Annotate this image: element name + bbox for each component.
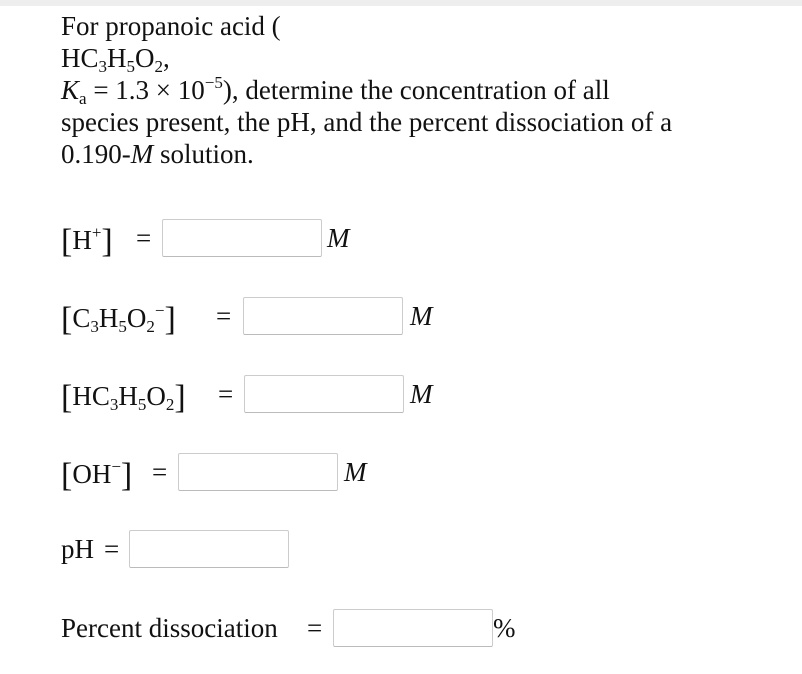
formula-comma: ,: [163, 43, 170, 73]
formula-part: HC: [61, 43, 99, 73]
prompt-line-1: [61, 10, 781, 42]
h-ion-unit: M: [327, 223, 350, 253]
label-sub: 3: [109, 395, 119, 414]
formula-sub: 5: [126, 57, 136, 76]
right-bracket: ]: [164, 301, 176, 338]
ph-label: pH: [61, 534, 94, 564]
ka-symbol: K: [61, 75, 80, 105]
right-bracket: ]: [174, 379, 186, 416]
hydroxide-label: [61, 457, 132, 495]
label-sub: 2: [165, 395, 175, 414]
label-sup: −: [154, 301, 165, 320]
prompt-line-4: [61, 106, 781, 138]
label-part: H: [72, 225, 92, 255]
equals-sign: =: [218, 379, 234, 409]
percent-unit: %: [493, 613, 516, 643]
ph-input[interactable]: [129, 530, 289, 568]
label-part: OH: [72, 459, 112, 489]
top-bar: [0, 0, 802, 6]
formula-part: O: [135, 43, 155, 73]
label-part: O: [146, 381, 166, 411]
equals-sign: =: [104, 534, 120, 564]
label-sub: 5: [118, 317, 127, 336]
concentration-value: 0.190-: [61, 139, 131, 169]
prompt-line-5-tail: solution.: [153, 139, 254, 169]
conjugate-base-label: [61, 301, 176, 339]
conjugate-base-unit: M: [410, 301, 433, 331]
acid-label: [61, 379, 186, 417]
label-sub: 5: [137, 395, 147, 414]
label-sub: 3: [90, 317, 99, 336]
left-bracket: [: [61, 223, 73, 260]
label-sup: −: [111, 457, 121, 476]
prompt-ka-line: [61, 74, 781, 106]
ka-subscript: a: [79, 89, 87, 108]
equals-sign: =: [152, 457, 168, 487]
acid-input[interactable]: [244, 375, 404, 413]
label-part: H: [118, 381, 138, 411]
label-part: O: [126, 303, 147, 333]
percent-dissociation-label: Percent dissociation: [61, 613, 278, 643]
h-ion-input[interactable]: [162, 219, 322, 257]
label-sub: 2: [146, 317, 155, 336]
right-bracket: ]: [101, 223, 113, 260]
formula-sub: 3: [98, 57, 108, 76]
acid-unit: M: [410, 379, 433, 409]
formula-sub: 2: [154, 57, 164, 76]
label-part: HC: [72, 381, 110, 411]
right-bracket: ]: [120, 457, 133, 494]
left-bracket: [: [61, 379, 73, 416]
molarity-unit: M: [130, 139, 154, 169]
prompt-ka-tail: ), determine the concentration of all: [222, 75, 610, 105]
label-sup: +: [91, 223, 102, 242]
label-part: H: [98, 303, 119, 333]
equals-sign: =: [136, 223, 152, 253]
left-bracket: [: [61, 301, 73, 338]
percent-dissociation-input[interactable]: [333, 609, 493, 647]
hydroxide-unit: M: [344, 457, 367, 487]
formula-part: H: [107, 43, 127, 73]
ka-exponent: −5: [204, 73, 223, 92]
conjugate-base-input[interactable]: [243, 297, 403, 335]
problem-statement: [61, 10, 781, 170]
prompt-formula: [61, 42, 781, 74]
h-ion-label: [61, 223, 113, 261]
hydroxide-input[interactable]: [178, 453, 338, 491]
ka-value: = 1.3 × 10: [86, 75, 205, 105]
label-part: C: [72, 303, 91, 333]
prompt-line-5: [61, 138, 781, 170]
left-bracket: [: [61, 457, 73, 494]
equals-sign: =: [216, 301, 232, 331]
prompt-intro-text: For propanoic acid (: [61, 11, 281, 41]
equals-sign: =: [307, 613, 323, 643]
prompt-line-4-text: species present, the pH, and the percent dissociation of a: [61, 107, 673, 137]
